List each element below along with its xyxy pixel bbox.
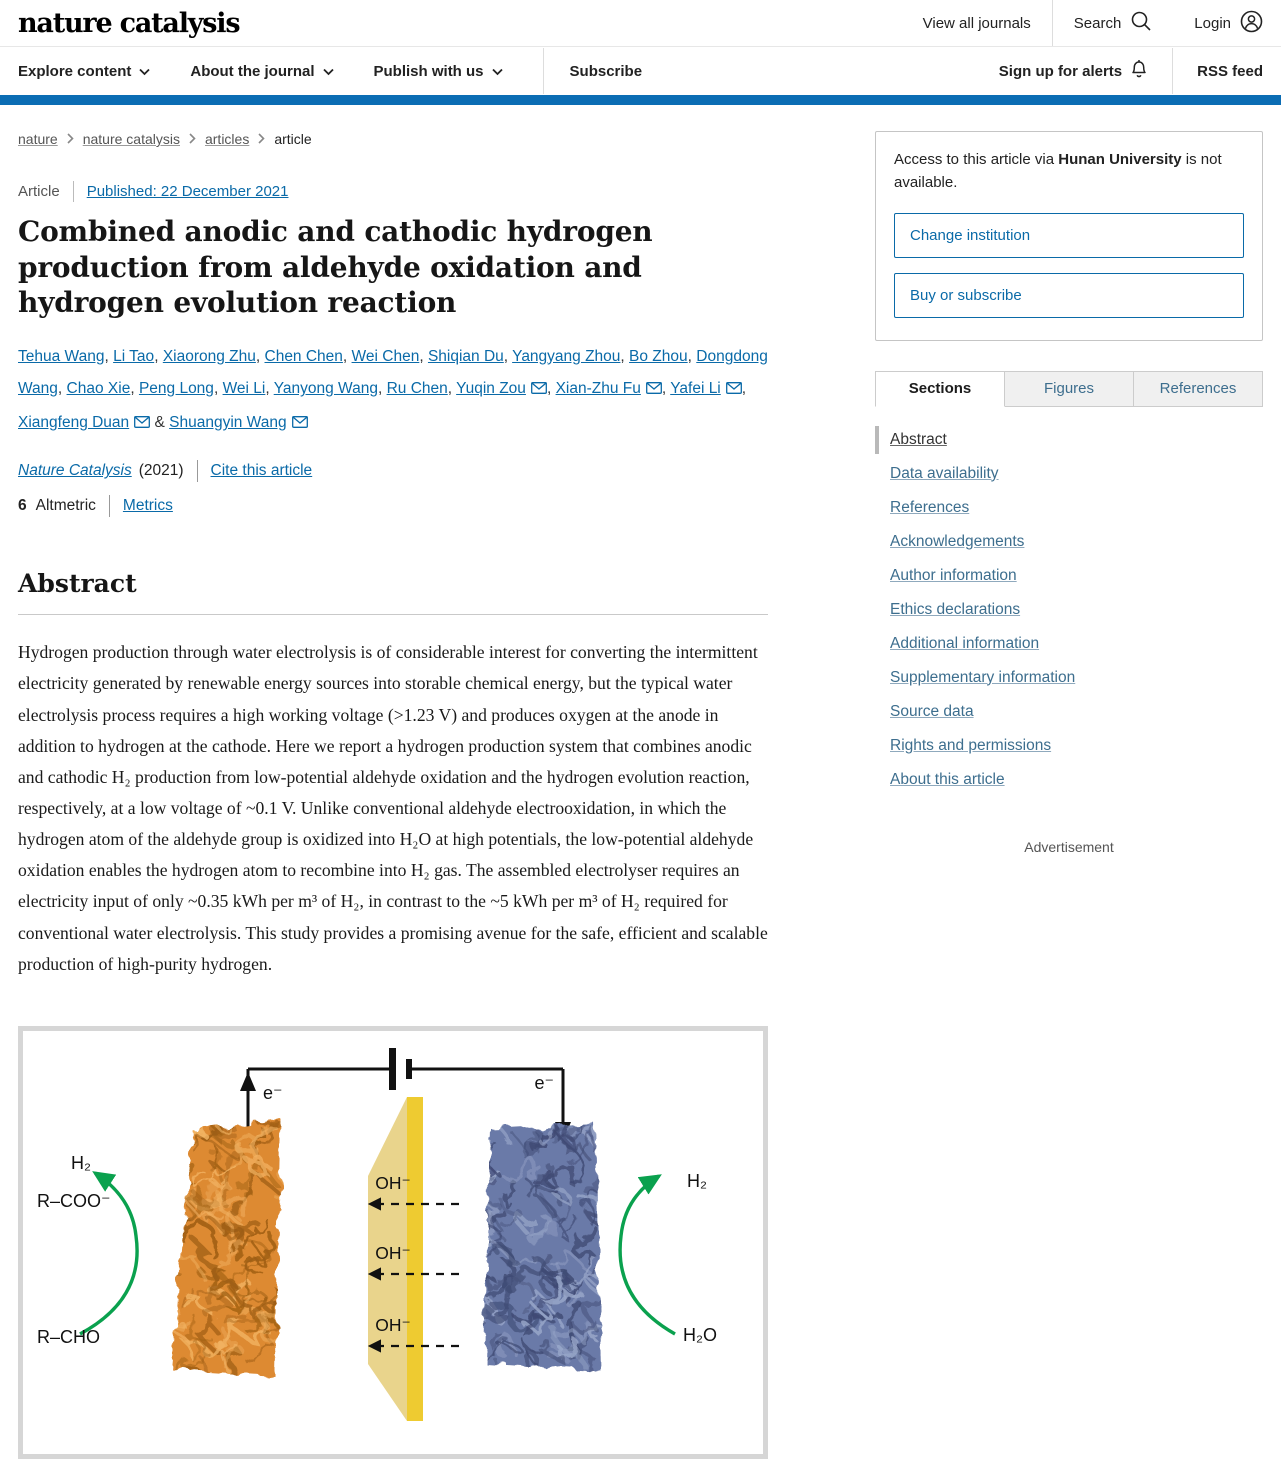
- article-meta-row: [18, 181, 768, 202]
- article-sidebar: [875, 131, 1263, 855]
- sidebar-tabs: [875, 371, 1263, 407]
- breadcrumb-current: article: [274, 131, 312, 147]
- chevron-down-icon: [492, 63, 503, 80]
- tab-sections[interactable]: Sections: [875, 371, 1005, 407]
- article-type-label: Article: [18, 183, 60, 200]
- author-link-peng-long[interactable]: Peng Long: [138, 380, 214, 398]
- access-message: [894, 148, 1244, 195]
- section-link-row: [890, 635, 1263, 653]
- header-utility-nav: [902, 0, 1263, 46]
- login-link[interactable]: [1173, 0, 1263, 46]
- section-link-row: [890, 431, 1263, 449]
- h2-left-label: H₂: [71, 1152, 91, 1173]
- journal-nav: [0, 47, 1281, 95]
- nav-left-group: [18, 47, 642, 95]
- journal-logo: nature catalysis: [18, 7, 240, 39]
- sign-up-for-alerts-link[interactable]: [999, 59, 1148, 83]
- section-link-row: [890, 465, 1263, 483]
- login-label: Login: [1194, 14, 1231, 32]
- anode-electrode-orange: [117, 1089, 312, 1380]
- section-link-additional-information[interactable]: Additional information: [890, 634, 1040, 652]
- published-date-link[interactable]: Published: 22 December 2021: [86, 183, 289, 200]
- view-all-journals-label: View all journals: [922, 14, 1031, 32]
- tab-figures[interactable]: Figures: [1005, 371, 1134, 407]
- abstract-heading: Abstract: [18, 569, 137, 599]
- article-title: Combined anodic and cathodic hydrogen production from aldehyde oxidation and hydrogen evolution reaction: [18, 215, 653, 320]
- altmetric-count: 6: [18, 497, 27, 515]
- oh-label-2: OH⁻: [375, 1242, 411, 1263]
- author-link-xiangfeng-duan[interactable]: Xiangfeng Duan: [18, 413, 130, 431]
- breadcrumb-nature-catalysis[interactable]: nature catalysis: [82, 131, 180, 147]
- bell-icon: [1130, 59, 1148, 83]
- h2-right-label: H₂: [687, 1170, 707, 1191]
- section-link-row: [890, 533, 1263, 551]
- abstract-text: Hydrogen production through water electrolysis is of considerable interest for converting the intermittent electricity generated by renewable energy sources into storable chemical energy, but the typical water electrolysis process requires a high working voltage (>1.23 V) and produces oxygen at the anode in addition to hydrogen at the cathode. Here we report a hydrogen production system that combines anodic and cathodic H₂ production from low-potential aldehyde oxidation and the hydrogen evolution reaction, respectively, at a low voltage of ~0.1 V. Unlike conventional aldehyde electrooxidation, in which the hydrogen atom of the aldehyde group is oxidized into H₂O at high potentials, the low-potential aldehyde oxidation enables the hydrogen atom to recombine into H₂ gas. The assembled electrolyser requires an electricity input of only ~0.35 kWh per m³ of H₂, in contrast to the ~5 kWh per m³ of H₂ required for conventional water electrolysis. This study provides a promising avenue for the safe, efficient and scalable production of high-purity hydrogen.: [18, 642, 768, 974]
- author-link-tehua-wang[interactable]: Tehua Wang: [18, 347, 105, 365]
- section-link-abstract[interactable]: Abstract: [890, 430, 947, 448]
- section-link-acknowledgements[interactable]: Acknowledgements: [890, 532, 1025, 550]
- section-links: [875, 431, 1263, 789]
- change-institution-button[interactable]: Change institution: [894, 213, 1244, 258]
- section-link-row: [890, 737, 1263, 755]
- chevron-right-icon: [67, 131, 74, 147]
- altmetric-label: Altmetric: [35, 497, 96, 515]
- author-link-ru-chen[interactable]: Ru Chen: [386, 380, 448, 398]
- electron-arrow-up: [240, 1072, 256, 1091]
- author-link-xiaorong-zhu[interactable]: Xiaorong Zhu: [162, 347, 256, 365]
- author-link-dongdong-wang[interactable]: Dongdong Wang: [18, 347, 768, 398]
- search-label: Search: [1073, 14, 1122, 32]
- section-link-ethics-declarations[interactable]: Ethics declarations: [890, 600, 1021, 618]
- section-link-row: [890, 601, 1263, 619]
- section-link-row: [890, 771, 1263, 789]
- section-link-about-this-article[interactable]: About this article: [890, 770, 1005, 788]
- buy-or-subscribe-button[interactable]: Buy or subscribe: [894, 273, 1244, 318]
- nav-label: About the journal: [190, 62, 315, 80]
- chevron-down-icon: [139, 63, 150, 80]
- breadcrumb: [18, 131, 768, 147]
- metrics-divider: [109, 495, 110, 517]
- oh-label-3: OH⁻: [375, 1314, 411, 1335]
- figure-diagram: [23, 1031, 763, 1454]
- metrics-link[interactable]: Metrics: [122, 497, 173, 515]
- nav-label: Explore content: [18, 62, 132, 80]
- nav-publish-with-us[interactable]: [374, 63, 503, 80]
- author-link-li-tao[interactable]: Li Tao: [113, 347, 155, 365]
- section-link-references[interactable]: References: [890, 498, 970, 516]
- nav-explore-content[interactable]: [18, 63, 150, 80]
- battery-icon: [389, 1048, 412, 1090]
- email-icon: [726, 381, 742, 398]
- section-link-row: [890, 499, 1263, 517]
- breadcrumb-articles[interactable]: articles: [204, 131, 250, 147]
- author-link-bo-zhou[interactable]: Bo Zhou: [629, 347, 688, 365]
- metrics-row: [18, 495, 768, 517]
- nav-right-group: [999, 47, 1263, 95]
- oh-label-1: OH⁻: [375, 1172, 411, 1193]
- cathode-electrode-blue: [457, 1101, 627, 1394]
- email-icon: [134, 415, 150, 432]
- author-link-yanyong-wang[interactable]: Yanyong Wang: [273, 380, 378, 398]
- author-link-wei-li[interactable]: Wei Li: [222, 380, 266, 398]
- search-icon: [1130, 10, 1152, 36]
- access-text-before: Access to this article via: [894, 151, 1059, 168]
- author-list: Tehua Wang, Li Tao, Xiaorong Zhu, Chen Chen, Wei Chen, Shiqian Du, Yangyang Zhou, Bo Zhou, Dongdong Wang, Chao Xie, Peng Long, Wei Li, Yanyong Wang, Ru Chen, Yuqin Zou , Xian-Zhu Fu , Yafei Li , Xiangfeng Duan & Shuangyin Wang: [18, 347, 768, 431]
- electron-right-label: e⁻: [534, 1072, 554, 1093]
- access-text-after: is not available.: [894, 151, 1222, 192]
- institution-name: Hunan University: [1058, 151, 1182, 168]
- section-link-row: [890, 669, 1263, 687]
- section-link-source-data[interactable]: Source data: [890, 702, 974, 720]
- author-link-chao-xie[interactable]: Chao Xie: [66, 380, 131, 398]
- author-link-yuqin-zou[interactable]: Yuqin Zou: [456, 380, 526, 398]
- nav-label: Publish with us: [373, 62, 484, 80]
- author-link-yangyang-zhou[interactable]: Yangyang Zhou: [512, 347, 621, 365]
- citation-row: [18, 460, 768, 482]
- user-icon: [1240, 10, 1263, 37]
- cite-this-article-link[interactable]: Cite this article: [210, 462, 313, 480]
- nav-about-the-journal[interactable]: [190, 63, 333, 80]
- section-link-data-availability[interactable]: Data availability: [890, 464, 999, 482]
- author-link-shiqian-du[interactable]: Shiqian Du: [427, 347, 504, 365]
- author-link-yafei-li[interactable]: Yafei Li: [670, 380, 721, 398]
- journal-name-link[interactable]: Nature Catalysis: [18, 462, 132, 480]
- rss-feed-link[interactable]: RSS feed: [1197, 62, 1263, 80]
- rcho-label: R–CHO: [37, 1326, 101, 1347]
- view-all-journals-link[interactable]: [902, 0, 1052, 46]
- abstract-rule: [18, 614, 768, 615]
- section-link-row: [890, 567, 1263, 585]
- advertisement-label: Advertisement: [1024, 838, 1114, 855]
- section-link-author-information[interactable]: Author information: [890, 566, 1017, 584]
- meta-divider: [73, 181, 74, 202]
- brand-blue-bar: [0, 95, 1281, 105]
- article-main-column: [18, 131, 768, 1459]
- email-icon: [531, 381, 547, 398]
- author-link-chen-chen[interactable]: Chen Chen: [264, 347, 343, 365]
- top-header: [0, 0, 1281, 47]
- chevron-down-icon: [323, 63, 334, 80]
- email-icon: [292, 415, 308, 432]
- page-content: [0, 105, 1281, 1459]
- author-link-xian-zhu-fu[interactable]: Xian-Zhu Fu: [555, 380, 641, 398]
- section-link-supplementary-information[interactable]: Supplementary information: [890, 668, 1076, 686]
- figure-1-container[interactable]: [18, 1026, 768, 1459]
- h2o-label: H₂O: [683, 1324, 717, 1345]
- email-icon: [646, 381, 662, 398]
- search-link[interactable]: [1053, 0, 1174, 46]
- nav-subscribe[interactable]: Subscribe: [569, 62, 643, 80]
- section-link-row: [890, 703, 1263, 721]
- chevron-right-icon: [258, 131, 265, 147]
- author-link-wei-chen[interactable]: Wei Chen: [351, 347, 420, 365]
- access-box: [875, 131, 1263, 341]
- citation-divider: [197, 460, 198, 482]
- access-buttons: [894, 213, 1244, 318]
- breadcrumb-nature[interactable]: nature: [18, 131, 58, 147]
- section-link-rights-and-permissions[interactable]: Rights and permissions: [890, 736, 1052, 754]
- rcoo-label: R–COO⁻: [37, 1190, 111, 1211]
- alerts-label: Sign up for alerts: [998, 62, 1123, 80]
- nav-divider: [543, 48, 544, 94]
- electron-left-label: e⁻: [263, 1082, 283, 1103]
- author-link-shuangyin-wang[interactable]: Shuangyin Wang: [169, 413, 287, 431]
- chevron-right-icon: [189, 131, 196, 147]
- nav-divider: [1172, 48, 1173, 94]
- publication-year: (2021): [138, 462, 184, 480]
- tab-references[interactable]: References: [1134, 371, 1263, 407]
